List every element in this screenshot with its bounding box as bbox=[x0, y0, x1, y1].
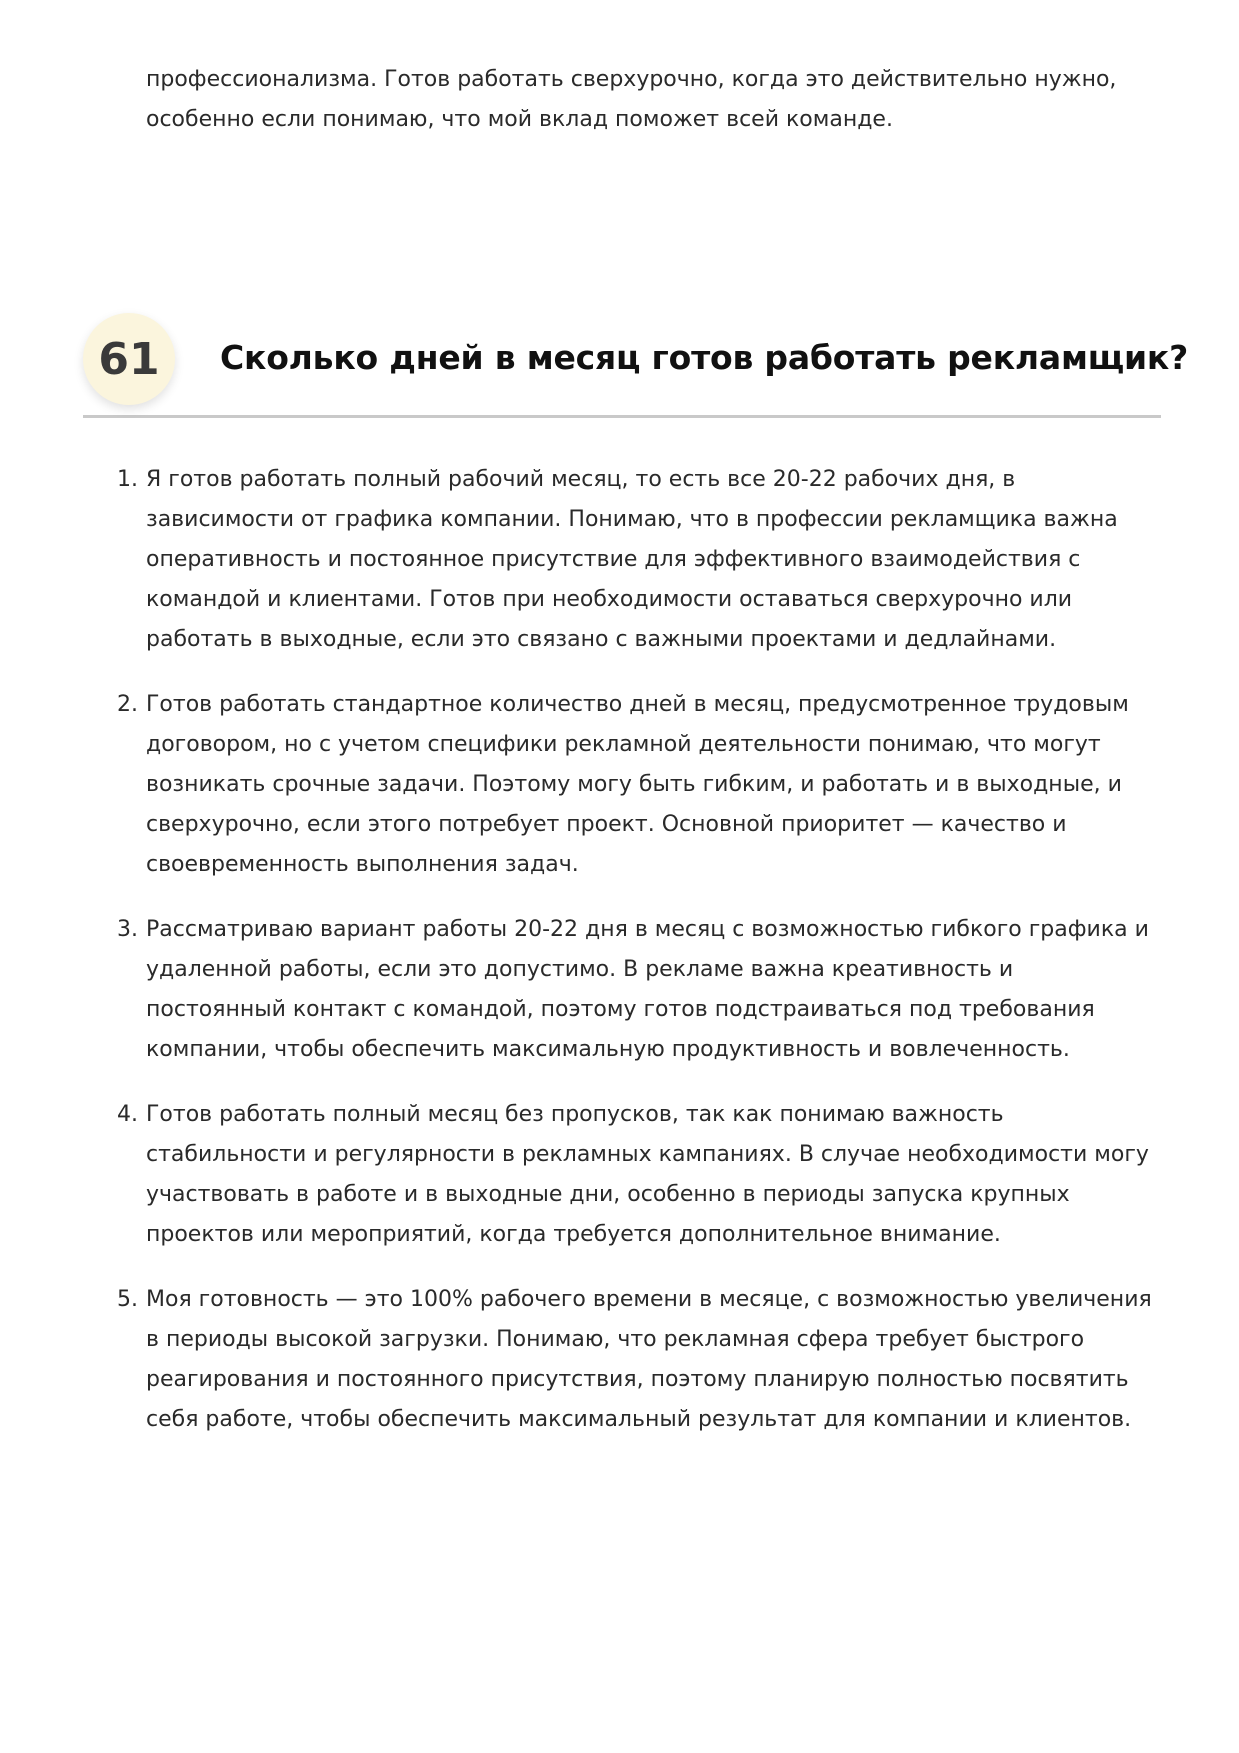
answer-number: 4. bbox=[117, 1102, 138, 1127]
intro-paragraph: профессионализма. Готов работать сверхурочно, когда это действительно нужно, особенно если понимаю, что мой вклад поможет всей команде. bbox=[146, 67, 1117, 132]
answer-number: 2. bbox=[117, 692, 138, 717]
answer-number: 3. bbox=[117, 917, 138, 942]
answer-list bbox=[117, 460, 1158, 1465]
answer-number: 1. bbox=[117, 467, 138, 492]
answer-item bbox=[117, 685, 1158, 885]
answer-text: Готов работать полный месяц без пропусков, так как понимаю важность стабильности и регулярности в рекламных кампаниях. В случае необходимости могу участвовать в работе и в выходные дни, особенно в периоды запуска крупных проектов или мероприятий, когда требуется дополнительное внимание. bbox=[146, 1102, 1149, 1247]
answer-text: Рассматриваю вариант работы 20-22 дня в месяц с возможностью гибкого графика и удаленной работы, если это допустимо. В рекламе важна креативность и постоянный контакт с командой, поэтому готов подстраиваться под требования компании, чтобы обеспечить максимальную продуктивность и вовлеченность. bbox=[146, 917, 1149, 1062]
answer-item bbox=[117, 1095, 1158, 1255]
answer-item bbox=[117, 1280, 1158, 1440]
question-number-badge: 61 bbox=[83, 313, 175, 405]
question-header bbox=[83, 312, 1189, 418]
answer-text: Я готов работать полный рабочий месяц, то есть все 20-22 рабочих дня, в зависимости от графика компании. Понимаю, что в профессии рекламщика важна оперативность и постоянное присутствие для эффективного взаимодействия с командой и клиентами. Готов при необходимости оставаться сверхурочно или работать в выходные, если это связано с важными проектами и дедлайнами. bbox=[146, 467, 1118, 652]
question-title: Сколько дней в месяц готов работать рекламщик? bbox=[220, 338, 1189, 377]
answer-text: Моя готовность — это 100% рабочего времени в месяце, с возможностью увеличения в периоды высокой загрузки. Понимаю, что рекламная сфера требует быстрого реагирования и постоянного присутствия, поэтому планирую полностью посвятить себя работе, чтобы обеспечить максимальный результат для компании и клиентов. bbox=[146, 1287, 1152, 1432]
answer-item bbox=[117, 910, 1158, 1070]
answer-item bbox=[117, 460, 1158, 660]
answer-number: 5. bbox=[117, 1287, 138, 1312]
answer-text: Готов работать стандартное количество дней в месяц, предусмотренное трудовым договором, но с учетом специфики рекламной деятельности понимаю, что могут возникать срочные задачи. Поэтому могу быть гибким, и работать и в выходные, и сверхурочно, если этого потребует проект. Основной приоритет — качество и своевременность выполнения задач. bbox=[146, 692, 1129, 877]
